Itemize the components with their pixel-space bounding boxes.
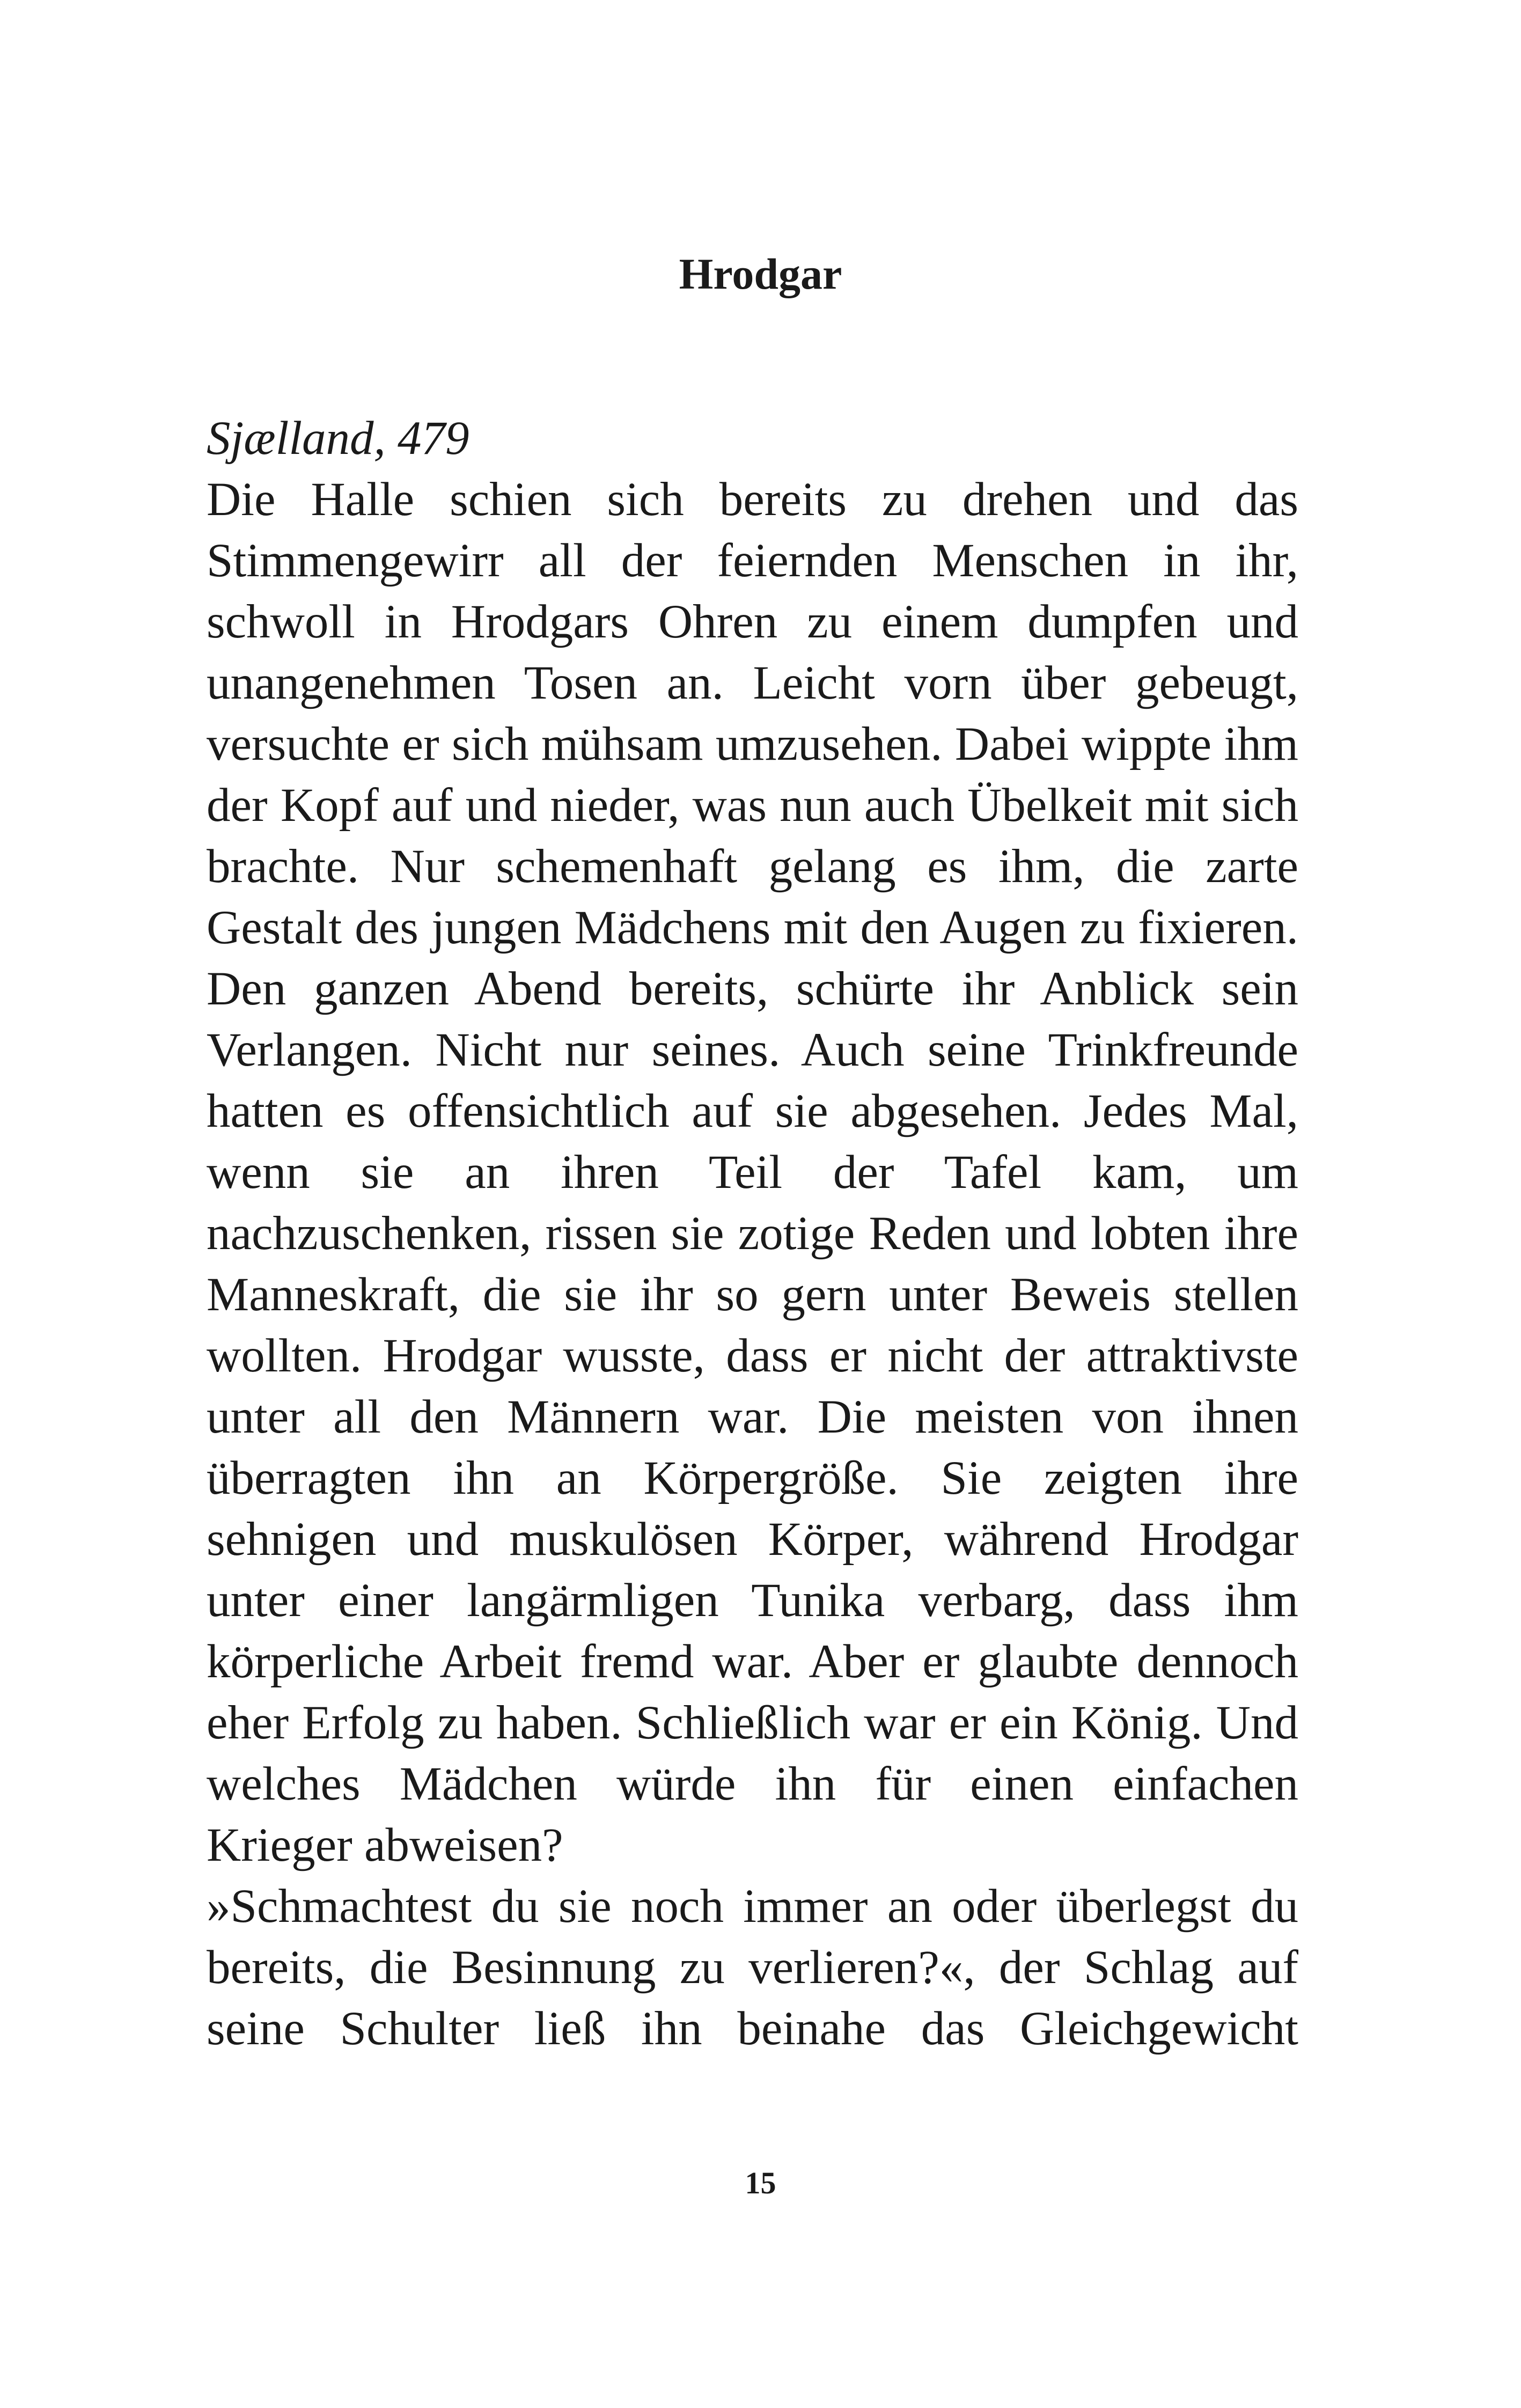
text-line: wollten. Hrodgar wusste, dass er nicht der attraktivste [207,1330,1298,1382]
text-line: unter all den Männern war. Die meisten von ihnen [207,1391,1298,1443]
text-line: bereits, die Besinnung zu verlieren?«, der Schlag auf [207,1941,1298,1994]
text-line: überragten ihn an Körpergröße. Sie zeigten ihre [207,1452,1298,1504]
text-line: brachte. Nur schemenhaft gelang es ihm, die zarte [207,840,1298,893]
text-line: der Kopf auf und nieder, was nun auch Übelkeit mit sich [207,779,1298,832]
page-number: 15 [745,2165,776,2200]
text-line: unangenehmen Tosen an. Leicht vorn über gebeugt, [207,657,1298,709]
text-line: Den ganzen Abend bereits, schürte ihr Anblick sein [207,963,1298,1015]
text-line: hatten es offensichtlich auf sie abgesehen. Jedes Mal, [207,1085,1298,1137]
text-line: versuchte er sich mühsam umzusehen. Dabei wippte ihm [207,718,1298,770]
text-line: Stimmengewirr all der feiernden Menschen in ihr, [207,534,1298,587]
text-line: Krieger abweisen? [207,1819,563,1871]
text-line: eher Erfolg zu haben. Schließlich war er ein König. Und [207,1697,1298,1749]
text-line: welches Mädchen würde ihn für einen einfachen [207,1758,1298,1810]
text-line: »Schmachtest du sie noch immer an oder überlegst du [207,1880,1298,1933]
text-line: nachzuschenken, rissen sie zotige Reden und lobten ihre [207,1207,1298,1260]
text-line: Manneskraft, die sie ihr so gern unter Beweis stellen [207,1268,1298,1321]
body-text [207,408,1298,2059]
text-line: unter einer langärmligen Tunika verbarg, dass ihm [207,1574,1298,1627]
text-line: wenn sie an ihren Teil der Tafel kam, um [207,1146,1298,1199]
place-date: Sjælland, 479 [207,412,469,465]
text-line: sehnigen und muskulösen Körper, während Hrodgar [207,1513,1298,1566]
text-line: seine Schulter ließ ihn beinahe das Gleichgewicht [207,2002,1298,2055]
paragraph-lines [207,469,1298,2059]
text-line: Verlangen. Nicht nur seines. Auch seine Trinkfreunde [207,1024,1298,1076]
text-line: schwoll in Hrodgars Ohren zu einem dumpfen und [207,596,1298,648]
chapter-title: Hrodgar [679,249,842,298]
text-line: Die Halle schien sich bereits zu drehen und das [207,473,1298,526]
text-line: Gestalt des jungen Mädchens mit den Augen zu fixieren. [207,901,1298,954]
text-line: körperliche Arbeit fremd war. Aber er glaubte dennoch [207,1635,1298,1688]
